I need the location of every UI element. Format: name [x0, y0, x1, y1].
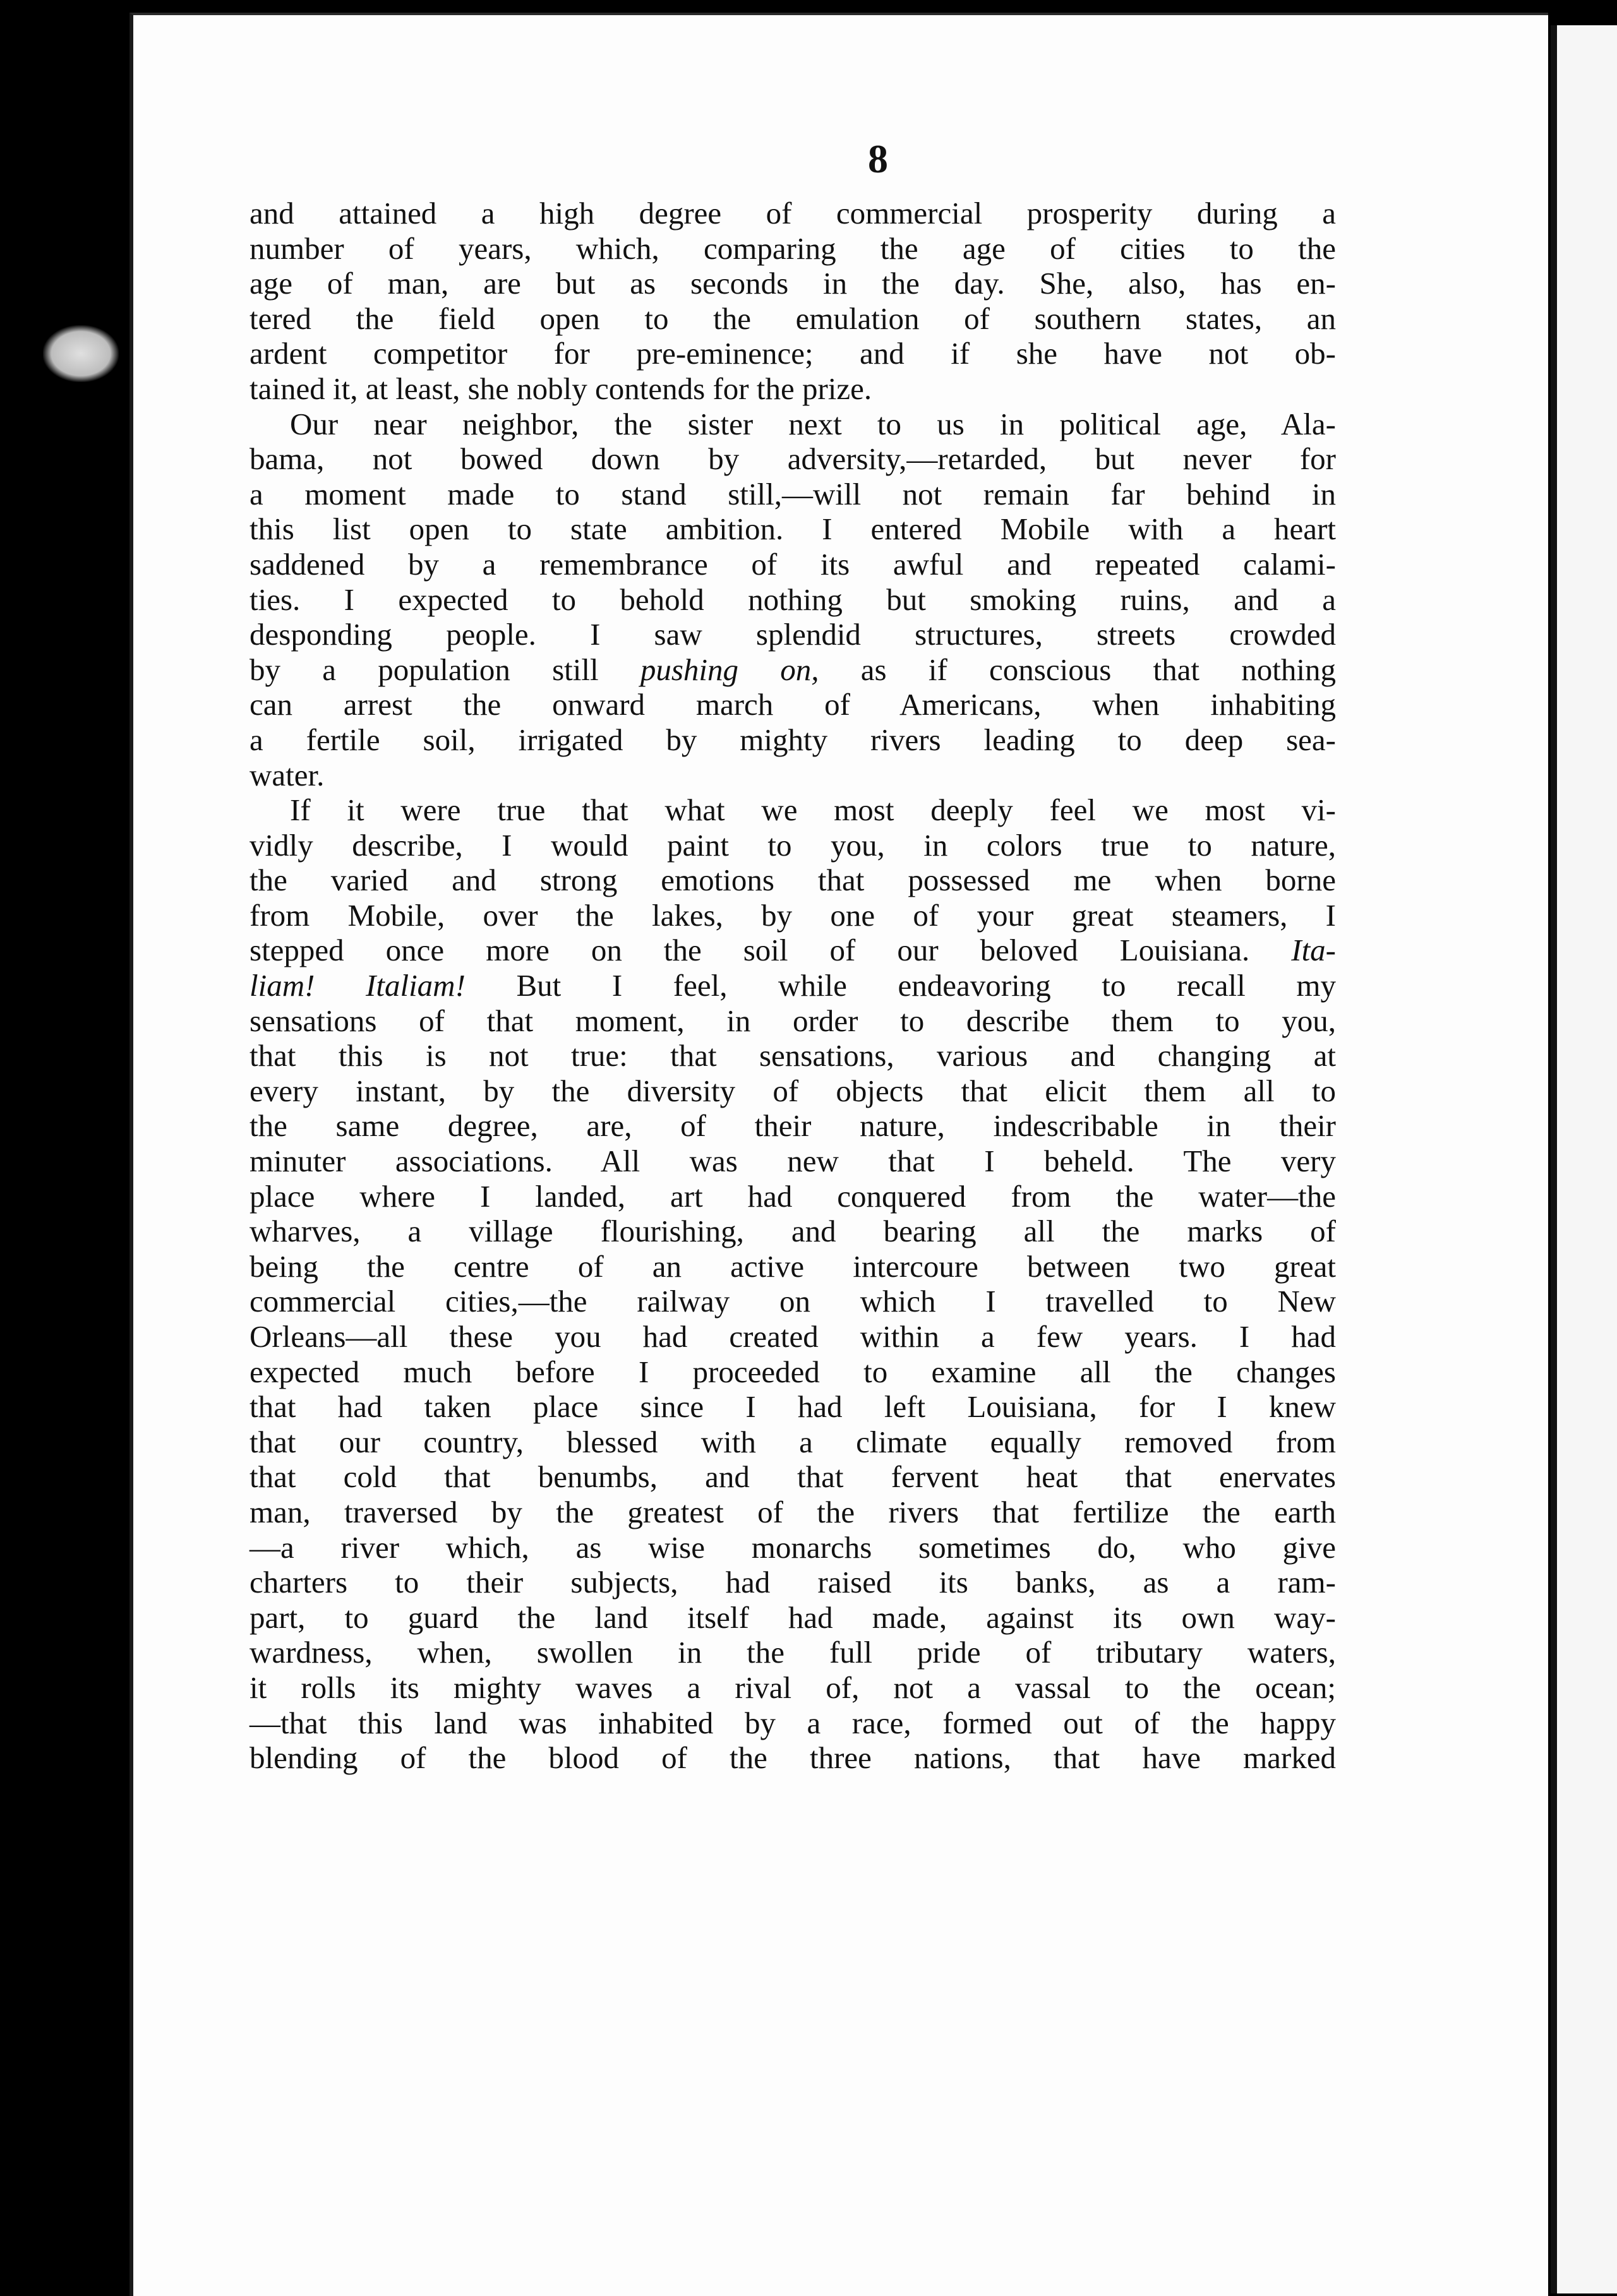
text-line: bama, not bowed down by adversity,—retarded, but never for: [249, 441, 1336, 477]
text-line: number of years, which, comparing the age of cities to the: [249, 230, 1336, 266]
text-line: sensations of that moment, in order to describe them to you,: [249, 1003, 1336, 1038]
text-line: the same degree, are, of their nature, indescribable in their: [249, 1108, 1336, 1144]
text-line: charters to their subjects, had raised its banks, as a ram-: [249, 1565, 1336, 1600]
text-line: blending of the blood of the three nations, that have marked: [249, 1740, 1336, 1776]
text-line: the varied and strong emotions that possessed me when borne: [249, 863, 1336, 898]
text-line: Orleans—all these you had created within a few years. I had: [249, 1319, 1336, 1354]
text-line: that cold that benumbs, and that fervent heat that enervates: [249, 1459, 1336, 1495]
text-line: and attained a high degree of commercial prosperity during a: [249, 196, 1336, 230]
text-line: If it were true that what we most deeply feel we most vi-: [290, 792, 1336, 828]
adjacent-page-edge: [1551, 25, 1617, 2293]
text-line: desponding people. I saw splendid structures, streets crowded: [249, 617, 1336, 652]
text-fragment: stepped once more on the soil of our beloved Louisiana.: [249, 933, 1250, 968]
text-fragment: But I feel, while endeavoring to recall my: [516, 968, 1336, 1003]
text-line: ardent competitor for pre-eminence; and if she have not ob-: [249, 336, 1336, 371]
paper-blemish: [43, 325, 119, 382]
text-line: a moment made to stand still,—will not remain far behind in: [249, 476, 1336, 511]
page-number: 8: [868, 136, 888, 181]
text-line: man, traversed by the greatest of the rivers that fertilize the earth: [249, 1494, 1336, 1529]
text-line: that our country, blessed with a climate equally removed from: [249, 1424, 1336, 1459]
text-line-mixed: [249, 933, 1336, 968]
text-line: water.: [249, 757, 325, 792]
text-line: age of man, are but as seconds in the day. She, also, has en-: [249, 266, 1336, 301]
italic-phrase: Ita-: [1291, 933, 1336, 968]
italic-phrase: liam! Italiam!: [249, 968, 466, 1003]
text-line: wardness, when, swollen in the full pride of tributary waters,: [249, 1635, 1336, 1670]
text-line: wharves, a village flourishing, and bearing all the marks of: [249, 1214, 1336, 1249]
text-fragment: as if conscious that nothing: [860, 652, 1336, 687]
text-line: Our near neighbor, the sister next to us in political age, Ala-: [290, 406, 1336, 441]
text-line: it rolls its mighty waves a rival of, not a vassal to the ocean;: [249, 1670, 1336, 1705]
text-line: that this is not true: that sensations, various and changing at: [249, 1038, 1336, 1073]
text-line: saddened by a remembrance of its awful and repeated calami-: [249, 546, 1336, 582]
text-line: place where I landed, art had conquered from the water—the: [249, 1178, 1336, 1214]
text-line: part, to guard the land itself had made, against its own way-: [249, 1599, 1336, 1635]
text-line: vidly describe, I would paint to you, in colors true to nature,: [249, 827, 1336, 863]
body-text: [249, 196, 1336, 1776]
text-line: —a river which, as wise monarchs sometimes do, who give: [249, 1529, 1336, 1565]
text-line-mixed: [249, 652, 1336, 688]
text-line: minuter associations. All was new that I beheld. The very: [249, 1144, 1336, 1179]
text-line: expected much before I proceeded to examine all the changes: [249, 1354, 1336, 1389]
text-fragment: by a population still: [249, 652, 599, 687]
text-line: can arrest the onward march of Americans, when inhabiting: [249, 687, 1336, 722]
text-line: tained it, at least, she nobly contends for the prize.: [249, 371, 872, 406]
text-line: ties. I expected to behold nothing but smoking ruins, and a: [249, 582, 1336, 617]
text-line: every instant, by the diversity of objects that elicit them all to: [249, 1073, 1336, 1108]
italic-phrase: pushing on,: [640, 652, 819, 687]
text-line-mixed: [249, 968, 1336, 1003]
text-line: tered the field open to the emulation of southern states, an: [249, 301, 1336, 336]
text-line: being the centre of an active intercoure between two great: [249, 1248, 1336, 1284]
text-line: from Mobile, over the lakes, by one of your great steamers, I: [249, 897, 1336, 933]
text-line: this list open to state ambition. I entered Mobile with a heart: [249, 511, 1336, 547]
text-line: that had taken place since I had left Louisiana, for I knew: [249, 1389, 1336, 1425]
text-line: a fertile soil, irrigated by mighty rivers leading to deep sea-: [249, 722, 1336, 757]
text-line: commercial cities,—the railway on which I travelled to New: [249, 1284, 1336, 1319]
text-line: —that this land was inhabited by a race, formed out of the happy: [249, 1705, 1336, 1740]
